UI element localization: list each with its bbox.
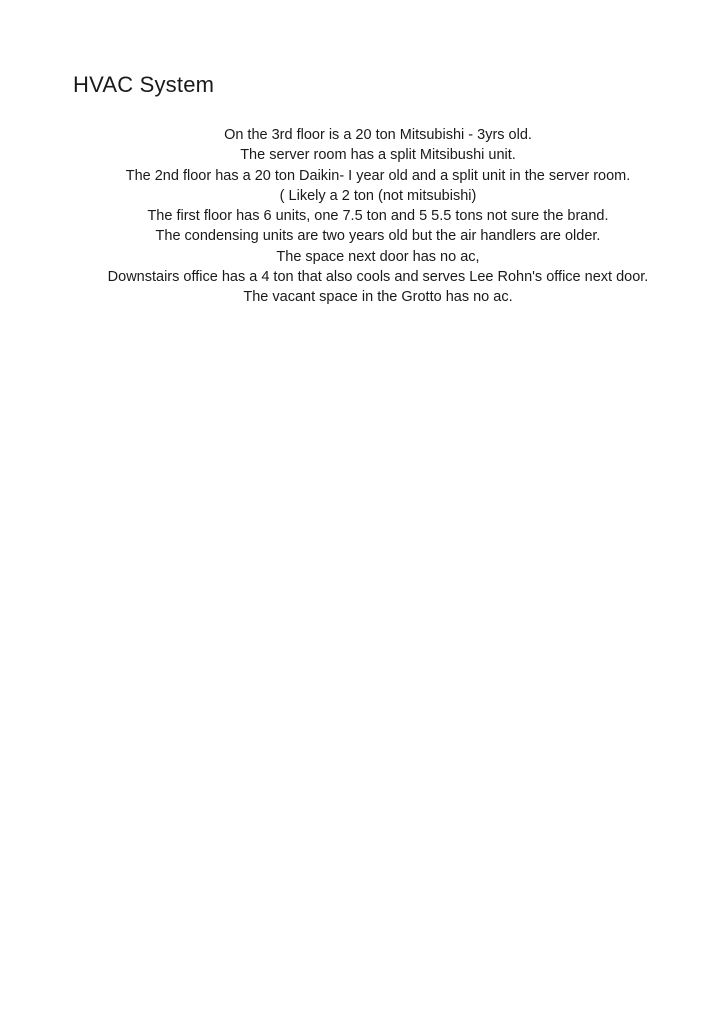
body-line-vacant-space: The vacant space in the Grotto has no ac. — [243, 289, 513, 306]
body-line-downstairs-office: Downstairs office has a 4 ton that also cools and serves Lee Rohn's office next door. — [107, 269, 649, 286]
document-title: HVAC System — [73, 72, 215, 97]
body-line-third-floor: On the 3rd floor is a 20 ton Mitsubishi - 3yrs old. — [224, 127, 532, 143]
body-line-condensing-units: The condensing units are two years old but the air handlers are older. — [155, 228, 601, 245]
body-line-server-room: The server room has a split Mitsibushi unit. — [240, 147, 516, 164]
body-line-likely-two-ton: ( Likely a 2 ton (not mitsubishi) — [279, 187, 477, 204]
document-body — [40, 125, 716, 308]
body-line-second-floor: The 2nd floor has a 20 ton Daikin- I year old and a split unit in the server room. — [125, 167, 631, 184]
body-line-space-next-door: The space next door has no ac, — [276, 248, 480, 265]
body-line-first-floor: The first floor has 6 units, one 7.5 ton and 5 5.5 tons not sure the brand. — [147, 208, 609, 225]
